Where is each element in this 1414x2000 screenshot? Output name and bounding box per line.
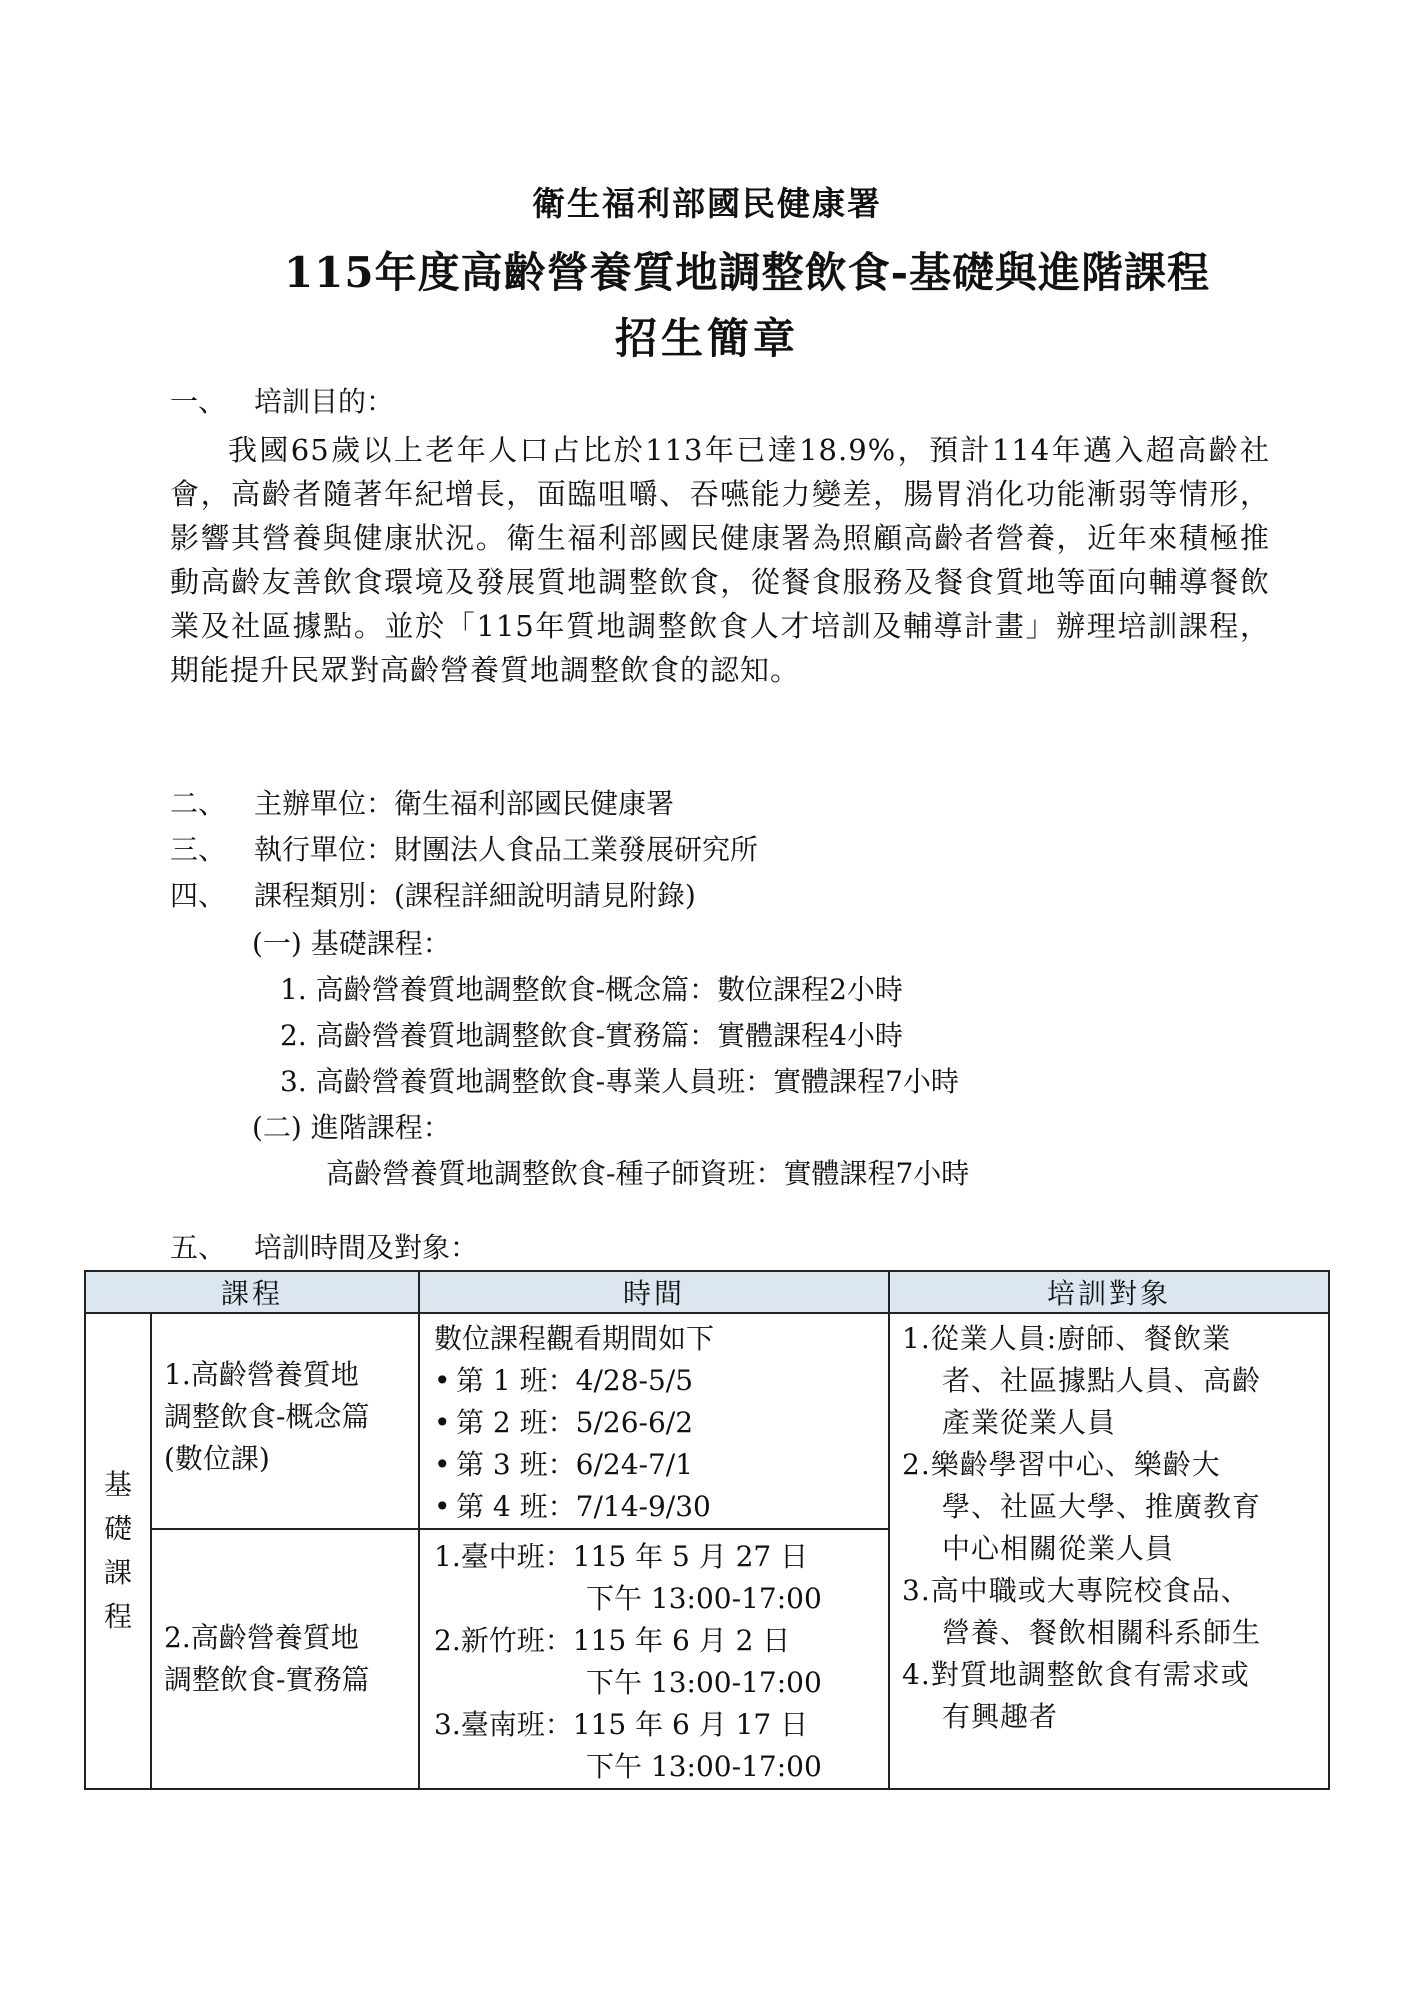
advanced-course-item: 高齡營養質地調整飲食-種子師資班：實體課程7小時	[326, 1157, 970, 1190]
section-3-number: 三、	[170, 833, 227, 866]
time-cell-2	[419, 1529, 889, 1789]
course-1-line: 調整飲食-概念篇	[164, 1400, 370, 1433]
target-item: 2.樂齡學習中心、樂齡大 學、社區大學、推廣教育 中心相關從業人員	[902, 1448, 1262, 1565]
schedule-table	[84, 1270, 1330, 1790]
course-cell-2	[151, 1529, 419, 1789]
class-period: • 第 3 班：6/24-7/1	[434, 1444, 888, 1486]
session-place: 2.新竹班：115 年 6 月 2 日	[434, 1624, 791, 1657]
course-2-line: 2.高齡營養質地	[164, 1621, 359, 1654]
bullet-icon: •	[434, 1490, 451, 1523]
header-course: 課程	[85, 1271, 419, 1313]
category-cell	[85, 1313, 151, 1789]
header-target: 培訓對象	[889, 1271, 1329, 1313]
section-2-label: 主辦單位：衛生福利部國民健康署	[254, 787, 675, 820]
session-place: 3.臺南班：115 年 6 月 17 日	[434, 1708, 809, 1741]
section-5-label: 培訓時間及對象：	[254, 1231, 479, 1264]
session-time: 下午 13:00-17:00	[586, 1750, 822, 1783]
section-2-number: 二、	[170, 787, 227, 820]
target-item: 4.對質地調整飲食有需求或 有興趣者	[902, 1658, 1250, 1733]
target-cell	[889, 1313, 1329, 1789]
category-char: 程	[103, 1600, 132, 1633]
class-period: • 第 4 班：7/14-9/30	[434, 1486, 888, 1528]
basic-course-item-3: 3. 高齡營養質地調整飲食-專業人員班：實體課程7小時	[280, 1065, 959, 1098]
category-char: 基	[103, 1468, 132, 1501]
section-3-heading	[170, 828, 758, 868]
section-1-label: 培訓目的：	[254, 385, 395, 418]
document-subtitle: 招生簡章	[614, 314, 799, 363]
section-1-heading	[170, 380, 394, 420]
bullet-icon: •	[434, 1406, 451, 1439]
section-5-number: 五、	[170, 1231, 227, 1264]
course-1-line: (數位課)	[164, 1442, 270, 1475]
time-intro: 數位課程觀看期間如下	[434, 1322, 715, 1355]
bullet-icon: •	[434, 1448, 451, 1481]
class-period: • 第 1 班：4/28-5/5	[434, 1360, 888, 1402]
section-2-heading	[170, 782, 674, 822]
course-2-line: 調整飲食-實務篇	[164, 1663, 370, 1696]
section-4-number: 四、	[170, 879, 227, 912]
section-1-paragraph: 我國65歲以上老年人口占比於113年已達18.9%，預計114年邁入超高齡社會，高齡者隨著年紀增長，面臨咀嚼、吞嚥能力變差，腸胃消化功能漸弱等情形，影響其營養與健康狀況。衛生福利部國民健康署為照顧高齡者營養，近年來積極推動高齡友善飲食環境及發展質地調整飲食，從餐食服務及餐食質地等面向輔導餐飲業及社區據點。並於「115年質地調整飲食人才培訓及輔導計畫」辦理培訓課程，期能提升民眾對高齡營養質地調整飲食的認知。	[170, 433, 1270, 687]
target-item: 3.高中職或大專院校食品、 營養、餐飲相關科系師生	[902, 1574, 1262, 1649]
session-place: 1.臺中班：115 年 5 月 27 日	[434, 1540, 809, 1573]
basic-course-item-1: 1. 高齡營養質地調整飲食-概念篇：數位課程2小時	[280, 973, 903, 1006]
time-cell-1	[419, 1313, 889, 1529]
organization-name: 衛生福利部國民健康署	[532, 184, 882, 223]
basic-course-item-2: 2. 高齡營養質地調整飲食-實務篇：實體課程4小時	[280, 1019, 903, 1052]
class-period: • 第 2 班：5/26-6/2	[434, 1402, 888, 1444]
course-cell-1	[151, 1313, 419, 1529]
document-title: 115年度高齡營養質地調整飲食-基礎與進階課程	[283, 248, 1211, 297]
session-time: 下午 13:00-17:00	[586, 1582, 822, 1615]
table-row	[85, 1313, 1329, 1529]
category-char: 課	[103, 1556, 132, 1589]
basic-course-title: (一) 基礎課程：	[252, 927, 451, 960]
session-time: 下午 13:00-17:00	[586, 1666, 822, 1699]
header-time: 時間	[419, 1271, 889, 1313]
course-1-line: 1.高齡營養質地	[164, 1358, 359, 1391]
section-1-number: 一、	[170, 385, 227, 418]
advanced-course-title: (二) 進階課程：	[252, 1111, 451, 1144]
section-3-label: 執行單位：財團法人食品工業發展研究所	[254, 833, 759, 866]
table-header-row	[85, 1271, 1329, 1313]
section-4-label: 課程類別：(課程詳細說明請見附錄)	[254, 879, 696, 912]
section-4-heading	[170, 874, 696, 914]
section-5-heading	[170, 1226, 478, 1266]
target-item: 1.從業人員:廚師、餐飲業 者、社區據點人員、高齡 產業從業人員	[902, 1322, 1262, 1439]
bullet-icon: •	[434, 1364, 451, 1397]
category-char: 礎	[103, 1512, 132, 1545]
